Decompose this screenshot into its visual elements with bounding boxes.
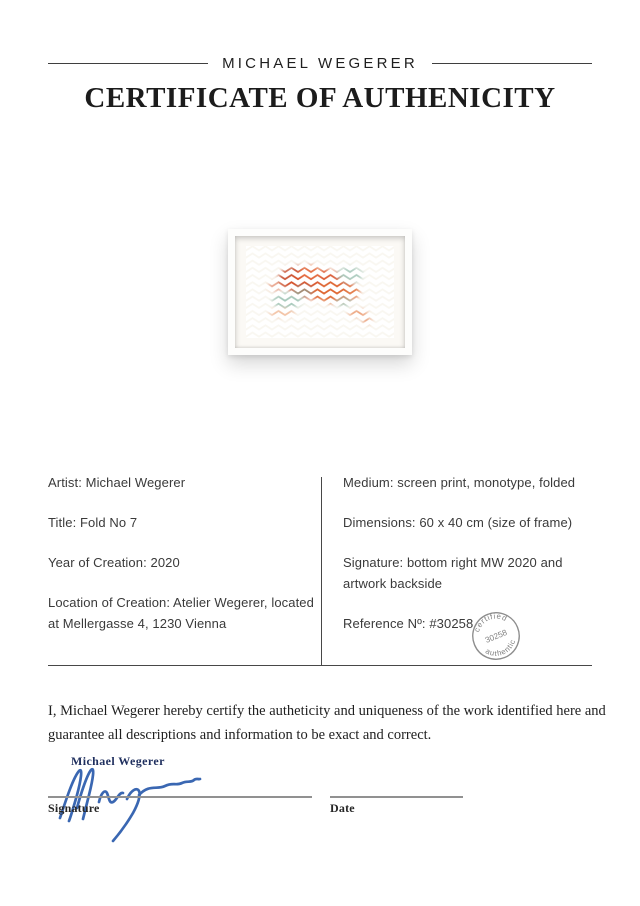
certificate-title: CERTIFICATE OF AUTHENICITY (84, 82, 556, 114)
handwritten-signature (50, 756, 212, 834)
artwork-frame (228, 229, 412, 355)
header-rule-right (432, 63, 592, 64)
printed-artist-name: Michael Wegerer (71, 754, 165, 768)
date-line (330, 796, 463, 798)
signature-line (48, 796, 312, 798)
statement-line2: guarantee all descriptions and information to be exact and correct. (48, 726, 432, 743)
detail-signature-line1: Signature: bottom right MW 2020 and (343, 555, 563, 570)
table-bottom-rule (48, 665, 592, 666)
detail-location-line2: at Mellergasse 4, 1230 Vienna (48, 616, 227, 631)
artist-name: MICHAEL WEGERER (222, 54, 418, 72)
date-label: Date (330, 801, 355, 815)
header-rule-left (48, 63, 208, 64)
detail-signature-line2: artwork backside (343, 576, 443, 591)
detail-location-line1: Location of Creation: Atelier Wegerer, located (48, 595, 314, 610)
artwork-mat (235, 236, 405, 348)
statement-line1: I, Michael Wegerer hereby certify the autheticity and uniqueness of the work identified here and (48, 703, 606, 719)
detail-medium-line: Medium: screen print, monotype, folded (343, 475, 576, 490)
detail-title (48, 512, 320, 533)
detail-title-line: Title: Fold No 7 (48, 515, 138, 530)
stamp-bottom-text: authentic (483, 637, 518, 658)
detail-year-line: Year of Creation: 2020 (48, 555, 180, 570)
detail-artist (48, 472, 320, 493)
artwork-image (246, 246, 394, 338)
detail-reference-line: Reference Nº: #30258 (343, 616, 474, 631)
detail-year (48, 552, 320, 573)
details-column-left (48, 472, 320, 653)
certification-statement (48, 700, 608, 747)
detail-dimensions-line: Dimensions: 60 x 40 cm (size of frame) (343, 515, 573, 530)
detail-medium (343, 472, 592, 493)
header (48, 53, 592, 73)
detail-dimensions (343, 512, 592, 533)
detail-location (48, 592, 320, 634)
stamp-top-text: certified (472, 611, 510, 634)
chevron-artwork (246, 246, 394, 338)
signature-label: Signature (48, 801, 100, 815)
detail-artist-line: Artist: Michael Wegerer (48, 475, 186, 490)
stamp-number: 30258 (483, 627, 509, 645)
certified-stamp-icon (467, 607, 525, 665)
detail-signature (343, 552, 592, 594)
column-divider (321, 477, 322, 665)
